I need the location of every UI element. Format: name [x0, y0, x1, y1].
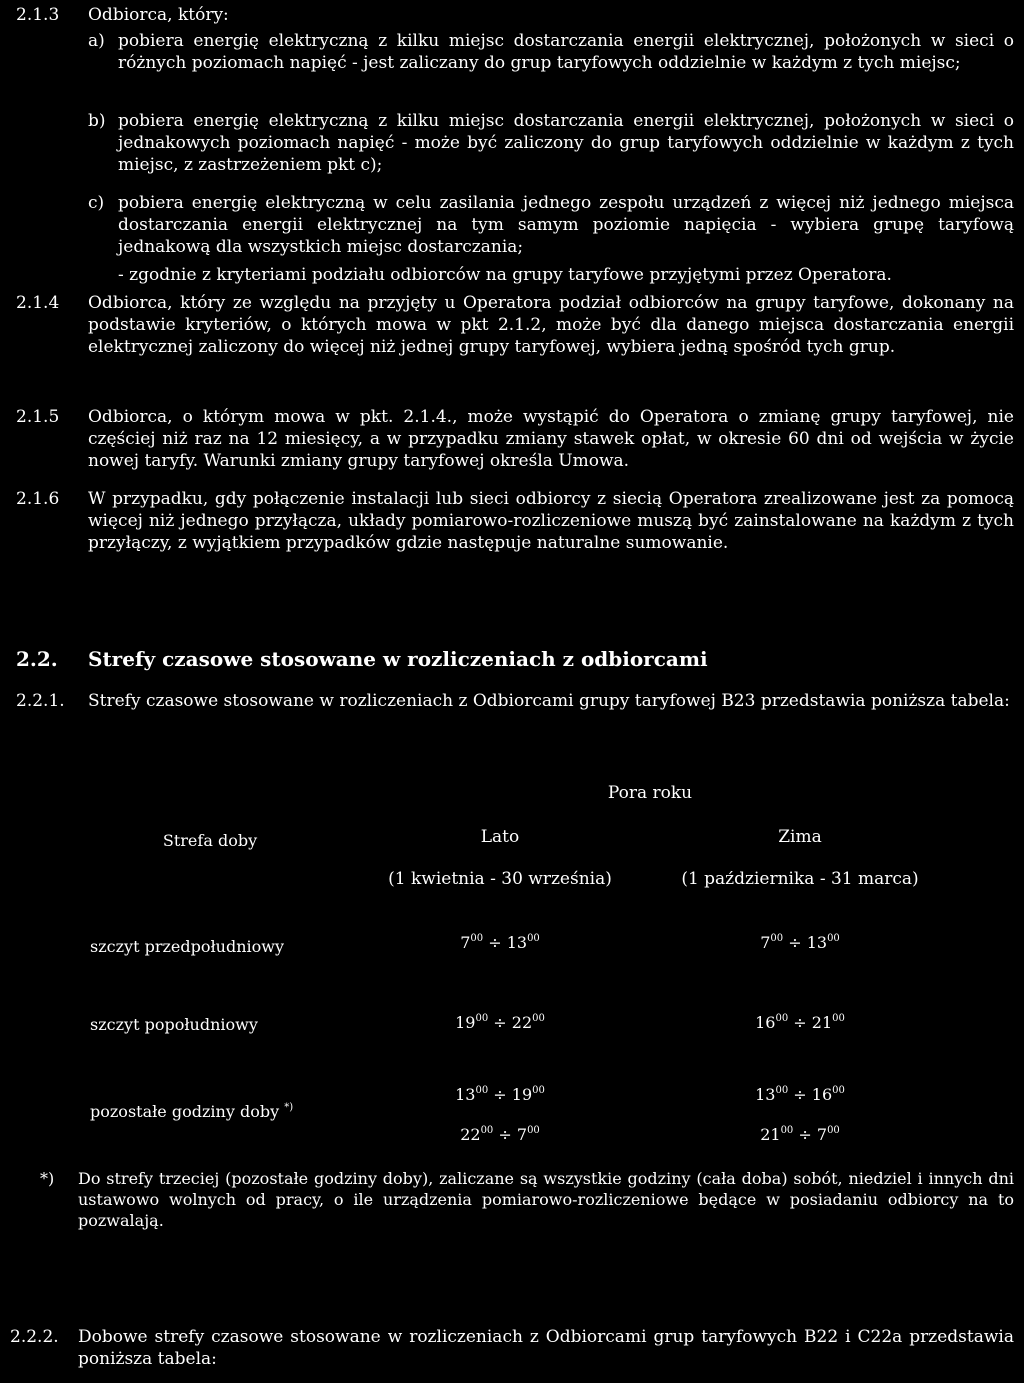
list-item-c	[88, 192, 1014, 258]
morning-peak-winter: $7^{00} \div 13^{00}$	[760, 932, 840, 952]
section-number-2-1-4: 2.1.4	[16, 293, 60, 313]
list-text-b: pobiera energię elektryczną z kilku miejsc dostarczania energii elektrycznej, położonych w sieci o jednakowych poziomach napięć - może być zaliczony do grup taryfowych oddzielnie w każdym z tych miejsc, z zastrzeżeniem pkt c);	[118, 111, 1014, 175]
footnote-text: Do strefy trzeciej (pozostałe godziny doby), zaliczane są wszystkie godziny (cała doba) sobót, niedziel i innych dni ustawowo wolnych od pracy, o ile urządzenia pomiarowo-rozliczeniowe będące w posiadaniu odbiorcy na to pozwalają.	[78, 1169, 1014, 1230]
section-2-2-1-text: Strefy czasowe stosowane w rozliczeniach z Odbiorcami grupy taryfowej B23 przedstawia poniższa tabela:	[88, 691, 1010, 711]
section-number-2-2: 2.2.	[16, 647, 58, 671]
other-hours-winter-1: $13^{00} \div 16^{00}$	[755, 1084, 845, 1104]
afternoon-peak-winter: $16^{00} \div 21^{00}$	[755, 1012, 845, 1032]
zone-header: Strefa doby	[162, 831, 258, 850]
list-label-c: c)	[88, 193, 105, 213]
row-label-morning-peak: szczyt przedpołudniowy	[90, 937, 285, 956]
winter-header: Zima	[778, 827, 822, 847]
section-number-2-2-2: 2.2.2.	[10, 1327, 59, 1347]
section-heading: Strefy czasowe stosowane w rozliczeniach z odbiorcami	[88, 647, 708, 671]
section-2-1-6-text: W przypadku, gdy połączenie instalacji lub sieci odbiorcy z siecią Operatora zrealizowane jest za pomocą więcej niż jednego przyłącza, układy pomiarowo-rozliczeniowe muszą być zainstalowane na każdym z tych przyłączy, z wyjątkiem przypadków gdzie następuje naturalne sumowanie.	[88, 489, 1014, 553]
season-header: Pora roku	[607, 783, 693, 803]
row-label-afternoon-peak: szczyt popołudniowy	[90, 1015, 258, 1034]
section-number-2-2-1: 2.2.1.	[16, 691, 65, 711]
footnote-mark: *)	[40, 1169, 55, 1188]
summer-header: Lato	[480, 827, 520, 847]
list-text-a: pobiera energię elektryczną z kilku miejsc dostarczania energii elektrycznej, położonych w sieci o różnych poziomach napięć - jest zaliczany do grup taryfowych oddzielnie w każdym z tych miejsc;	[118, 31, 1014, 73]
footnote-marker: *)	[284, 1101, 294, 1113]
afternoon-peak-summer: $19^{00} \div 22^{00}$	[455, 1012, 545, 1032]
other-hours-summer-1: $13^{00} \div 19^{00}$	[455, 1084, 545, 1104]
summer-range: (1 kwietnia - 30 września)	[388, 869, 612, 889]
list-label-a: a)	[88, 31, 105, 51]
list-item-a	[88, 30, 1014, 74]
morning-peak-summer: $7^{00} \div 13^{00}$	[460, 932, 540, 952]
section-number-2-1-3: 2.1.3	[16, 5, 60, 25]
section-2-1-3-intro: Odbiorca, który:	[88, 5, 229, 25]
section-number-2-1-5: 2.1.5	[16, 407, 60, 427]
list-item-b	[88, 110, 1014, 176]
other-hours-summer-2: $22^{00} \div 7^{00}$	[460, 1124, 540, 1144]
list-label-b: b)	[88, 111, 106, 131]
section-number-2-1-6: 2.1.6	[16, 489, 60, 509]
winter-range: (1 października - 31 marca)	[681, 869, 919, 889]
row-label-other-hours: pozostałe godziny doby *)	[90, 1101, 294, 1121]
criteria-note: - zgodnie z kryteriami podziału odbiorców na grupy taryfowe przyjętymi przez Operatora.	[118, 265, 892, 285]
section-2-1-4-text: Odbiorca, który ze względu na przyjęty u Operatora podział odbiorców na grupy taryfowe, dokonany na podstawie kryteriów, o których mowa w pkt 2.1.2, może być dla danego miejsca dostarczania energii elektrycznej zaliczony do więcej niż jednej grupy taryfowej, wybiera jedną spośród tych grup.	[88, 293, 1014, 357]
list-text-c: pobiera energię elektryczną w celu zasilania jednego zespołu urządzeń z więcej niż jednego miejsca dostarczania energii elektrycznej na tym samym poziomie napięcia - wybiera grupę taryfową jednakową dla wszystkich miejsc dostarczania;	[118, 193, 1014, 257]
other-hours-winter-2: $21^{00} \div 7^{00}$	[760, 1124, 840, 1144]
section-2-2-2-text: Dobowe strefy czasowe stosowane w rozliczeniach z Odbiorcami grup taryfowych B22 i C22a przedstawia poniższa tabela:	[78, 1327, 1014, 1369]
section-2-1-5-text: Odbiorca, o którym mowa w pkt. 2.1.4., może wystąpić do Operatora o zmianę grupy taryfowej, nie częściej niż raz na 12 miesięcy, a w przypadku zmiany stawek opłat, w okresie 60 dni od wejścia w życie nowej taryfy. Warunki zmiany grupy taryfowej określa Umowa.	[88, 407, 1014, 471]
